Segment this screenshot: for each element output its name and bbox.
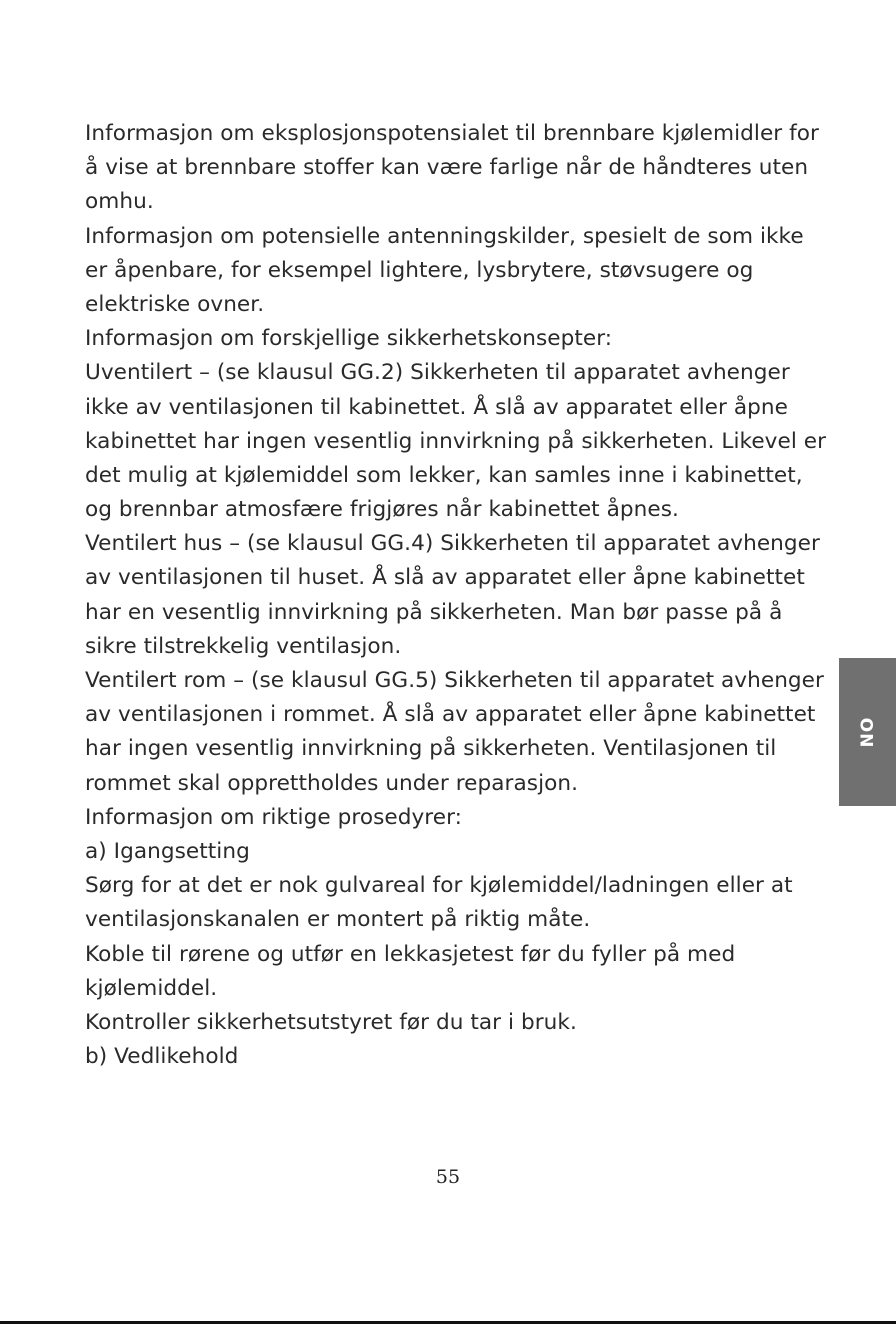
text-line: Koble til rørene og utfør en lekkasjetest før du fyller på med xyxy=(85,941,736,967)
text-line: Informasjon om riktige prosedyrer: xyxy=(85,804,462,830)
text-line: Ventilert hus – (se klausul GG.4) Sikkerheten til apparatet avhenger xyxy=(85,531,820,557)
text-line: kabinettet har ingen vesentlig innvirkning på sikkerheten. Likevel er xyxy=(85,428,827,454)
text-line: har en vesentlig innvirkning på sikkerheten. Man bør passe på å xyxy=(85,599,783,625)
text-line: ikke av ventilasjonen til kabinettet. Å slå av apparatet eller åpne xyxy=(85,394,788,420)
text-line: har ingen vesentlig innvirkning på sikkerheten. Ventilasjonen til xyxy=(85,736,777,762)
text-line: det mulig at kjølemiddel som lekker, kan samles inne i kabinettet, xyxy=(85,462,803,488)
language-tab-label: NO xyxy=(857,716,878,748)
text-line: av ventilasjonen i rommet. Å slå av apparatet eller åpne kabinettet xyxy=(85,702,816,728)
body-text xyxy=(85,117,825,1074)
text-line: Kontroller sikkerhetsutstyret før du tar i bruk. xyxy=(85,1009,577,1035)
page-number: 55 xyxy=(435,1166,461,1188)
text-line: omhu. xyxy=(85,189,154,215)
text-line: ventilasjonskanalen er montert på riktig måte. xyxy=(85,907,591,933)
text-line: Informasjon om eksplosjonspotensialet til brennbare kjølemidler for xyxy=(85,121,819,146)
text-line: Informasjon om forskjellige sikkerhetskonsepter: xyxy=(85,326,613,352)
text-line: sikre tilstrekkelig ventilasjon. xyxy=(85,633,402,659)
text-line: b) Vedlikehold xyxy=(85,1044,239,1070)
language-tab xyxy=(839,658,896,806)
text-line: a) Igangsetting xyxy=(85,838,250,864)
text-line: rommet skal opprettholdes under reparasjon. xyxy=(85,770,579,796)
text-line: Informasjon om potensielle antenningskilder, spesielt de som ikke xyxy=(85,223,804,249)
text-line: og brennbar atmosfære frigjøres når kabinettet åpnes. xyxy=(85,497,679,523)
text-line: elektriske ovner. xyxy=(85,291,265,317)
text-line: Uventilert – (se klausul GG.2) Sikkerheten til apparatet avhenger xyxy=(85,360,790,386)
text-line: Ventilert rom – (se klausul GG.5) Sikkerheten til apparatet avhenger xyxy=(85,668,824,693)
text-line: kjølemiddel. xyxy=(85,975,218,1001)
text-line: Sørg for at det er nok gulvareal for kjølemiddel/ladningen eller at xyxy=(85,873,793,899)
text-line: er åpenbare, for eksempel lightere, lysbrytere, støvsugere og xyxy=(85,257,754,283)
text-line: å vise at brennbare stoffer kan være farlige når de håndteres uten xyxy=(85,155,809,181)
text-line: av ventilasjonen til huset. Å slå av apparatet eller åpne kabinettet xyxy=(85,565,805,591)
